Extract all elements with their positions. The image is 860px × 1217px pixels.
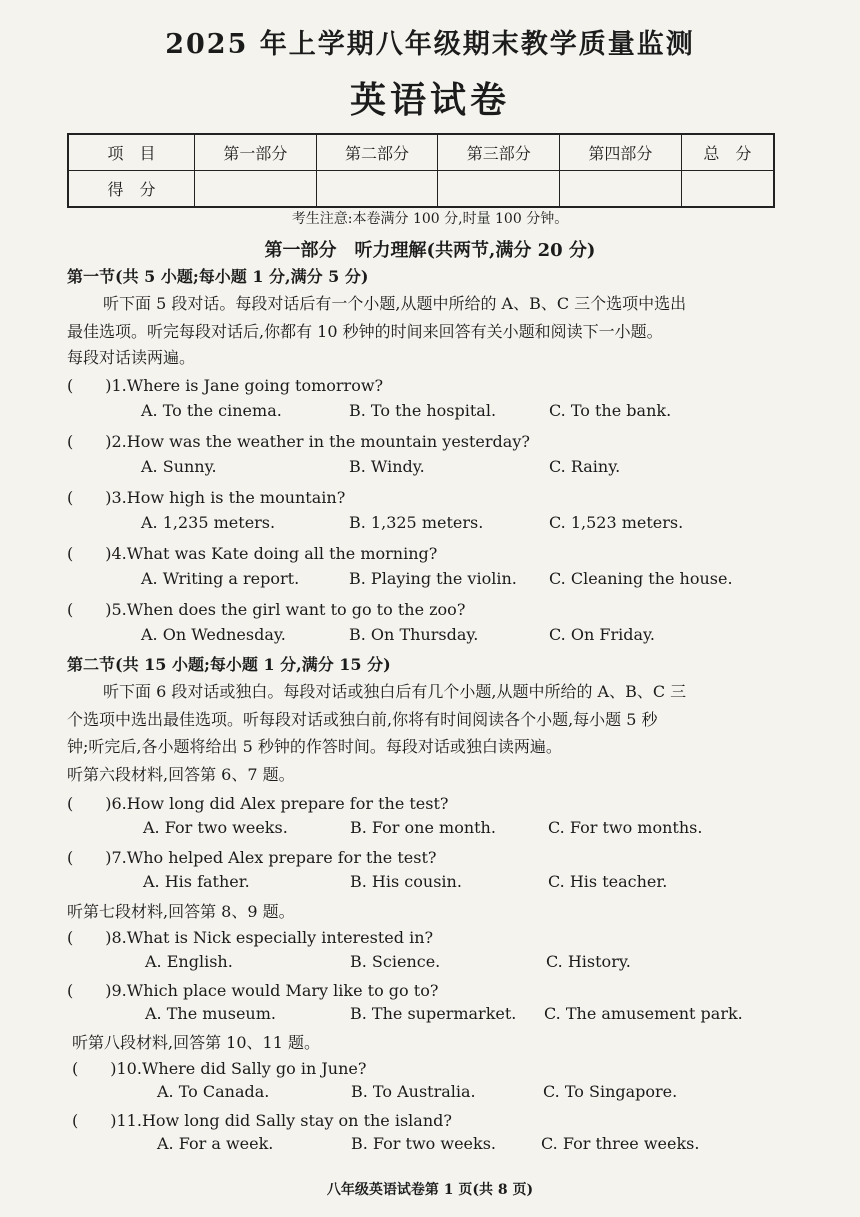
option-c[interactable]: C. To the bank. bbox=[549, 401, 672, 420]
material7-heading: 听第七段材料,回答第 8、9 题。 bbox=[67, 902, 295, 921]
section1-instruction-line3: 每段对话读两遍。 bbox=[67, 348, 196, 367]
section1-heading: 第一节(共 5 小题;每小题 1 分,满分 5 分) bbox=[67, 267, 369, 286]
question-2 bbox=[67, 429, 530, 452]
option-b[interactable]: B. Playing the violin. bbox=[349, 569, 517, 588]
question-text: How long did Sally stay on the island? bbox=[141, 1111, 452, 1130]
score-header-item: 项 目 bbox=[68, 134, 195, 171]
question-3 bbox=[67, 485, 345, 508]
question-number[interactable]: ( )8. bbox=[67, 928, 127, 947]
question-number[interactable]: ( )7. bbox=[67, 848, 127, 867]
page-footer: 八年级英语试卷第 1 页(共 8 页) bbox=[326, 1182, 534, 1198]
score-header-total: 总 分 bbox=[681, 134, 774, 171]
question-7 bbox=[67, 845, 436, 868]
option-b[interactable]: B. To the hospital. bbox=[349, 401, 497, 420]
question-4 bbox=[67, 541, 437, 564]
option-a[interactable]: A. Writing a report. bbox=[141, 569, 300, 588]
score-table-header-row bbox=[68, 134, 774, 171]
option-b[interactable]: B. Science. bbox=[350, 952, 441, 971]
question-number[interactable]: ( )10. bbox=[72, 1059, 142, 1078]
question-number[interactable]: ( )1. bbox=[67, 376, 127, 395]
section2-instruction-line3: 钟;听完后,各小题将给出 5 秒钟的作答时间。每段对话或独白读两遍。 bbox=[67, 737, 562, 756]
score-cell-part1[interactable] bbox=[195, 171, 317, 208]
question-9 bbox=[67, 978, 438, 1001]
option-c[interactable]: C. For two months. bbox=[548, 818, 703, 837]
exam-notice: 考生注意:本卷满分 100 分,时量 100 分钟。 bbox=[291, 211, 569, 227]
score-cell-part3[interactable] bbox=[438, 171, 560, 208]
option-b[interactable]: B. For one month. bbox=[350, 818, 496, 837]
option-a[interactable]: A. His father. bbox=[143, 872, 250, 891]
question-text: How was the weather in the mountain yesterday? bbox=[126, 432, 530, 451]
option-c[interactable]: C. 1,523 meters. bbox=[549, 513, 684, 532]
question-number[interactable]: ( )6. bbox=[67, 794, 127, 813]
option-c[interactable]: C. To Singapore. bbox=[543, 1082, 678, 1101]
option-b[interactable]: B. 1,325 meters. bbox=[349, 513, 484, 532]
question-text: Who helped Alex prepare for the test? bbox=[126, 848, 437, 867]
option-c[interactable]: C. History. bbox=[546, 952, 631, 971]
option-a[interactable]: A. The museum. bbox=[145, 1004, 276, 1023]
option-a[interactable]: A. 1,235 meters. bbox=[141, 513, 276, 532]
section1-instruction-line2: 最佳选项。听完每段对话后,你都有 10 秒钟的时间来回答有关小题和阅读下一小题。 bbox=[67, 322, 663, 341]
score-table-score-row bbox=[68, 171, 774, 208]
exam-title: 2025 年上学期八年级期末教学质量监测 bbox=[165, 29, 695, 60]
option-c[interactable]: C. On Friday. bbox=[549, 625, 655, 644]
question-number[interactable]: ( )4. bbox=[67, 544, 127, 563]
option-c[interactable]: C. For three weeks. bbox=[541, 1134, 700, 1153]
question-text: Where did Sally go in June? bbox=[141, 1059, 367, 1078]
question-number[interactable]: ( )5. bbox=[67, 600, 127, 619]
option-a[interactable]: A. For a week. bbox=[157, 1134, 274, 1153]
question-10 bbox=[72, 1056, 366, 1079]
material6-heading: 听第六段材料,回答第 6、7 题。 bbox=[67, 765, 295, 784]
score-header-part2: 第二部分 bbox=[316, 134, 438, 171]
option-c[interactable]: C. Rainy. bbox=[549, 457, 621, 476]
section2-instruction-line2: 个选项中选出最佳选项。听每段对话或独白前,你将有时间阅读各个小题,每小题 5 秒 bbox=[67, 710, 658, 729]
option-a[interactable]: A. English. bbox=[145, 952, 233, 971]
option-b[interactable]: B. On Thursday. bbox=[349, 625, 479, 644]
option-c[interactable]: C. The amusement park. bbox=[544, 1004, 743, 1023]
option-a[interactable]: A. On Wednesday. bbox=[141, 625, 286, 644]
score-cell-part4[interactable] bbox=[560, 171, 682, 208]
question-text: When does the girl want to go to the zoo? bbox=[126, 600, 466, 619]
question-6 bbox=[67, 791, 449, 814]
question-text: How long did Alex prepare for the test? bbox=[126, 794, 449, 813]
option-b[interactable]: B. Windy. bbox=[349, 457, 425, 476]
exam-subtitle: 英语试卷 bbox=[349, 79, 510, 121]
question-number[interactable]: ( )11. bbox=[72, 1111, 142, 1130]
material8-heading: 听第八段材料,回答第 10、11 题。 bbox=[72, 1033, 320, 1052]
option-b[interactable]: B. For two weeks. bbox=[351, 1134, 496, 1153]
question-text: Where is Jane going tomorrow? bbox=[126, 376, 384, 395]
option-c[interactable]: C. Cleaning the house. bbox=[549, 569, 733, 588]
question-text: Which place would Mary like to go to? bbox=[126, 981, 439, 1000]
option-a[interactable]: A. To the cinema. bbox=[141, 401, 282, 420]
question-number[interactable]: ( )3. bbox=[67, 488, 127, 507]
question-1 bbox=[67, 373, 383, 396]
option-c[interactable]: C. His teacher. bbox=[548, 872, 668, 891]
score-row-label: 得 分 bbox=[68, 171, 195, 208]
option-b[interactable]: B. His cousin. bbox=[350, 872, 462, 891]
question-text: How high is the mountain? bbox=[126, 488, 346, 507]
question-11 bbox=[72, 1108, 452, 1131]
option-a[interactable]: A. For two weeks. bbox=[143, 818, 288, 837]
score-header-part1: 第一部分 bbox=[195, 134, 317, 171]
question-number[interactable]: ( )2. bbox=[67, 432, 127, 451]
question-text: What is Nick especially interested in? bbox=[126, 928, 434, 947]
option-b[interactable]: B. To Australia. bbox=[351, 1082, 476, 1101]
question-8 bbox=[67, 925, 433, 948]
option-a[interactable]: A. Sunny. bbox=[141, 457, 217, 476]
score-cell-total[interactable] bbox=[681, 171, 774, 208]
section1-instruction-line1: 听下面 5 段对话。每段对话后有一个小题,从题中所给的 A、B、C 三个选项中选出 bbox=[103, 294, 687, 313]
question-number[interactable]: ( )9. bbox=[67, 981, 127, 1000]
score-table bbox=[67, 133, 775, 208]
score-header-part3: 第三部分 bbox=[438, 134, 560, 171]
section2-instruction-line1: 听下面 6 段对话或独白。每段对话或独白后有几个小题,从题中所给的 A、B、C 三 bbox=[103, 682, 687, 701]
question-5 bbox=[67, 597, 465, 620]
option-b[interactable]: B. The supermarket. bbox=[350, 1004, 517, 1023]
score-header-part4: 第四部分 bbox=[560, 134, 682, 171]
question-text: What was Kate doing all the morning? bbox=[126, 544, 438, 563]
option-a[interactable]: A. To Canada. bbox=[157, 1082, 270, 1101]
section2-heading: 第二节(共 15 小题;每小题 1 分,满分 15 分) bbox=[67, 655, 391, 674]
part1-title: 第一部分 听力理解(共两节,满分 20 分) bbox=[264, 240, 596, 261]
score-cell-part2[interactable] bbox=[316, 171, 438, 208]
